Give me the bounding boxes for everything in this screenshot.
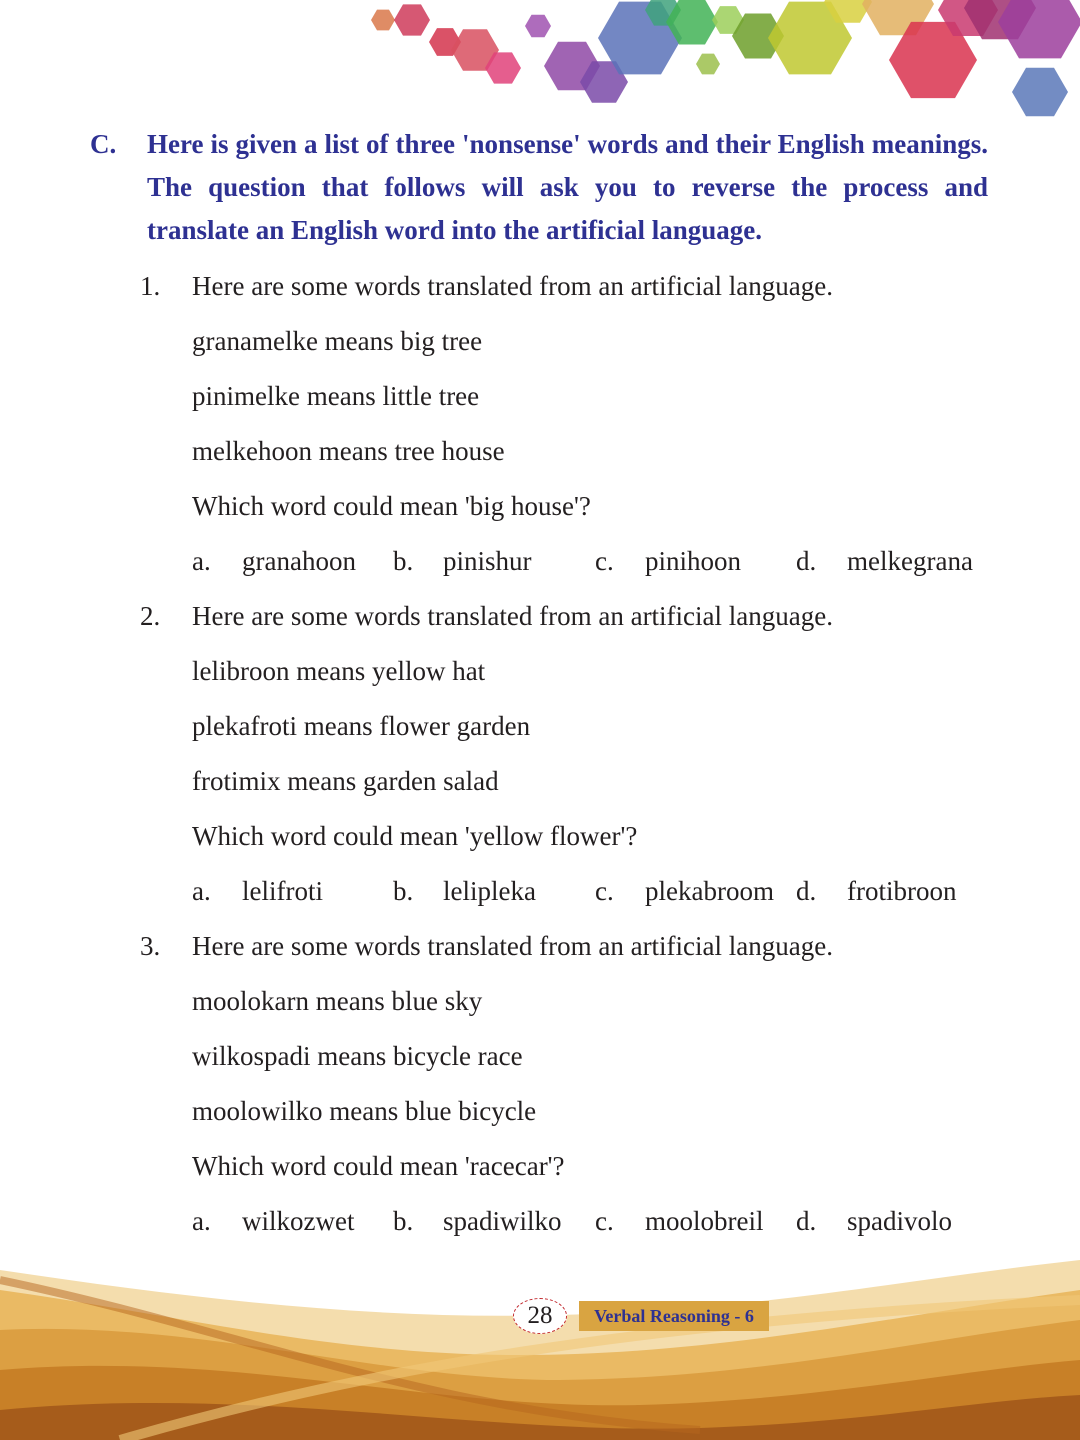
option-letter: d.: [796, 1206, 817, 1236]
question-intro: Here are some words translated from an artificial language.: [192, 601, 833, 631]
hexagon-shape: [696, 54, 720, 75]
word-definition: moolokarn means blue sky: [192, 986, 483, 1016]
option-text: frotibroon: [847, 876, 957, 906]
question-number: 2.: [140, 601, 161, 631]
question-prompt: Which word could mean 'big house'?: [192, 491, 591, 521]
option-letter: b.: [393, 876, 414, 906]
option-letter: c.: [595, 1206, 614, 1236]
option-text: plekabroom: [645, 876, 774, 906]
option-letter: d.: [796, 546, 817, 576]
answer-options: [192, 543, 992, 579]
hexagon-shape: [998, 0, 1080, 58]
option-text: wilkozwet: [242, 1206, 355, 1236]
option-letter: a.: [192, 546, 211, 576]
option-text: lelifroti: [242, 876, 323, 906]
question-number: 3.: [140, 931, 161, 961]
option-text: pinihoon: [645, 546, 742, 576]
option-letter: a.: [192, 876, 211, 906]
option-letter: b.: [393, 1206, 414, 1236]
hexagon-decoration: [0, 0, 1080, 130]
hexagon-shape: [371, 10, 395, 31]
question-intro: Here are some words translated from an artificial language.: [192, 931, 833, 961]
section-heading-text: Here is given a list of three 'nonsense' words and their English meanings. The question that follows will ask you to reverse the process and translate an English word into the artificial language.: [147, 129, 988, 245]
option-text: spadivolo: [847, 1206, 952, 1236]
hexagon-shape: [1012, 68, 1068, 116]
option-text: pinishur: [443, 546, 532, 576]
page-number: 28: [513, 1298, 567, 1334]
option-letter: b.: [393, 546, 414, 576]
question-prompt: Which word could mean 'yellow flower'?: [192, 821, 638, 851]
answer-options: [192, 1203, 992, 1239]
option-letter: c.: [595, 876, 614, 906]
option-text: granahoon: [242, 546, 356, 576]
question-intro: Here are some words translated from an artificial language.: [192, 271, 833, 301]
word-definition: granamelke means big tree: [192, 326, 483, 356]
book-title-tag: Verbal Reasoning - 6: [579, 1301, 769, 1331]
section-heading: [90, 123, 988, 252]
option-letter: d.: [796, 876, 817, 906]
option-letter: a.: [192, 1206, 211, 1236]
section-label: C.: [90, 129, 117, 159]
word-definition: frotimix means garden salad: [192, 766, 499, 796]
answer-options: [192, 873, 992, 909]
option-text: moolobreil: [645, 1206, 764, 1236]
wave-decoration: [0, 1260, 1080, 1440]
hexagon-shape: [525, 15, 551, 38]
option-text: melkegrana: [847, 546, 973, 576]
question-number: 1.: [140, 271, 161, 301]
word-definition: plekafroti means flower garden: [192, 711, 531, 741]
word-definition: moolowilko means blue bicycle: [192, 1096, 537, 1126]
option-text: lelipleka: [443, 876, 536, 906]
option-text: spadiwilko: [443, 1206, 562, 1236]
word-definition: wilkospadi means bicycle race: [192, 1041, 523, 1071]
word-definition: melkehoon means tree house: [192, 436, 505, 466]
hexagon-shape: [394, 4, 430, 35]
option-letter: c.: [595, 546, 614, 576]
word-definition: pinimelke means little tree: [192, 381, 480, 411]
question-prompt: Which word could mean 'racecar'?: [192, 1151, 565, 1181]
word-definition: lelibroon means yellow hat: [192, 656, 486, 686]
